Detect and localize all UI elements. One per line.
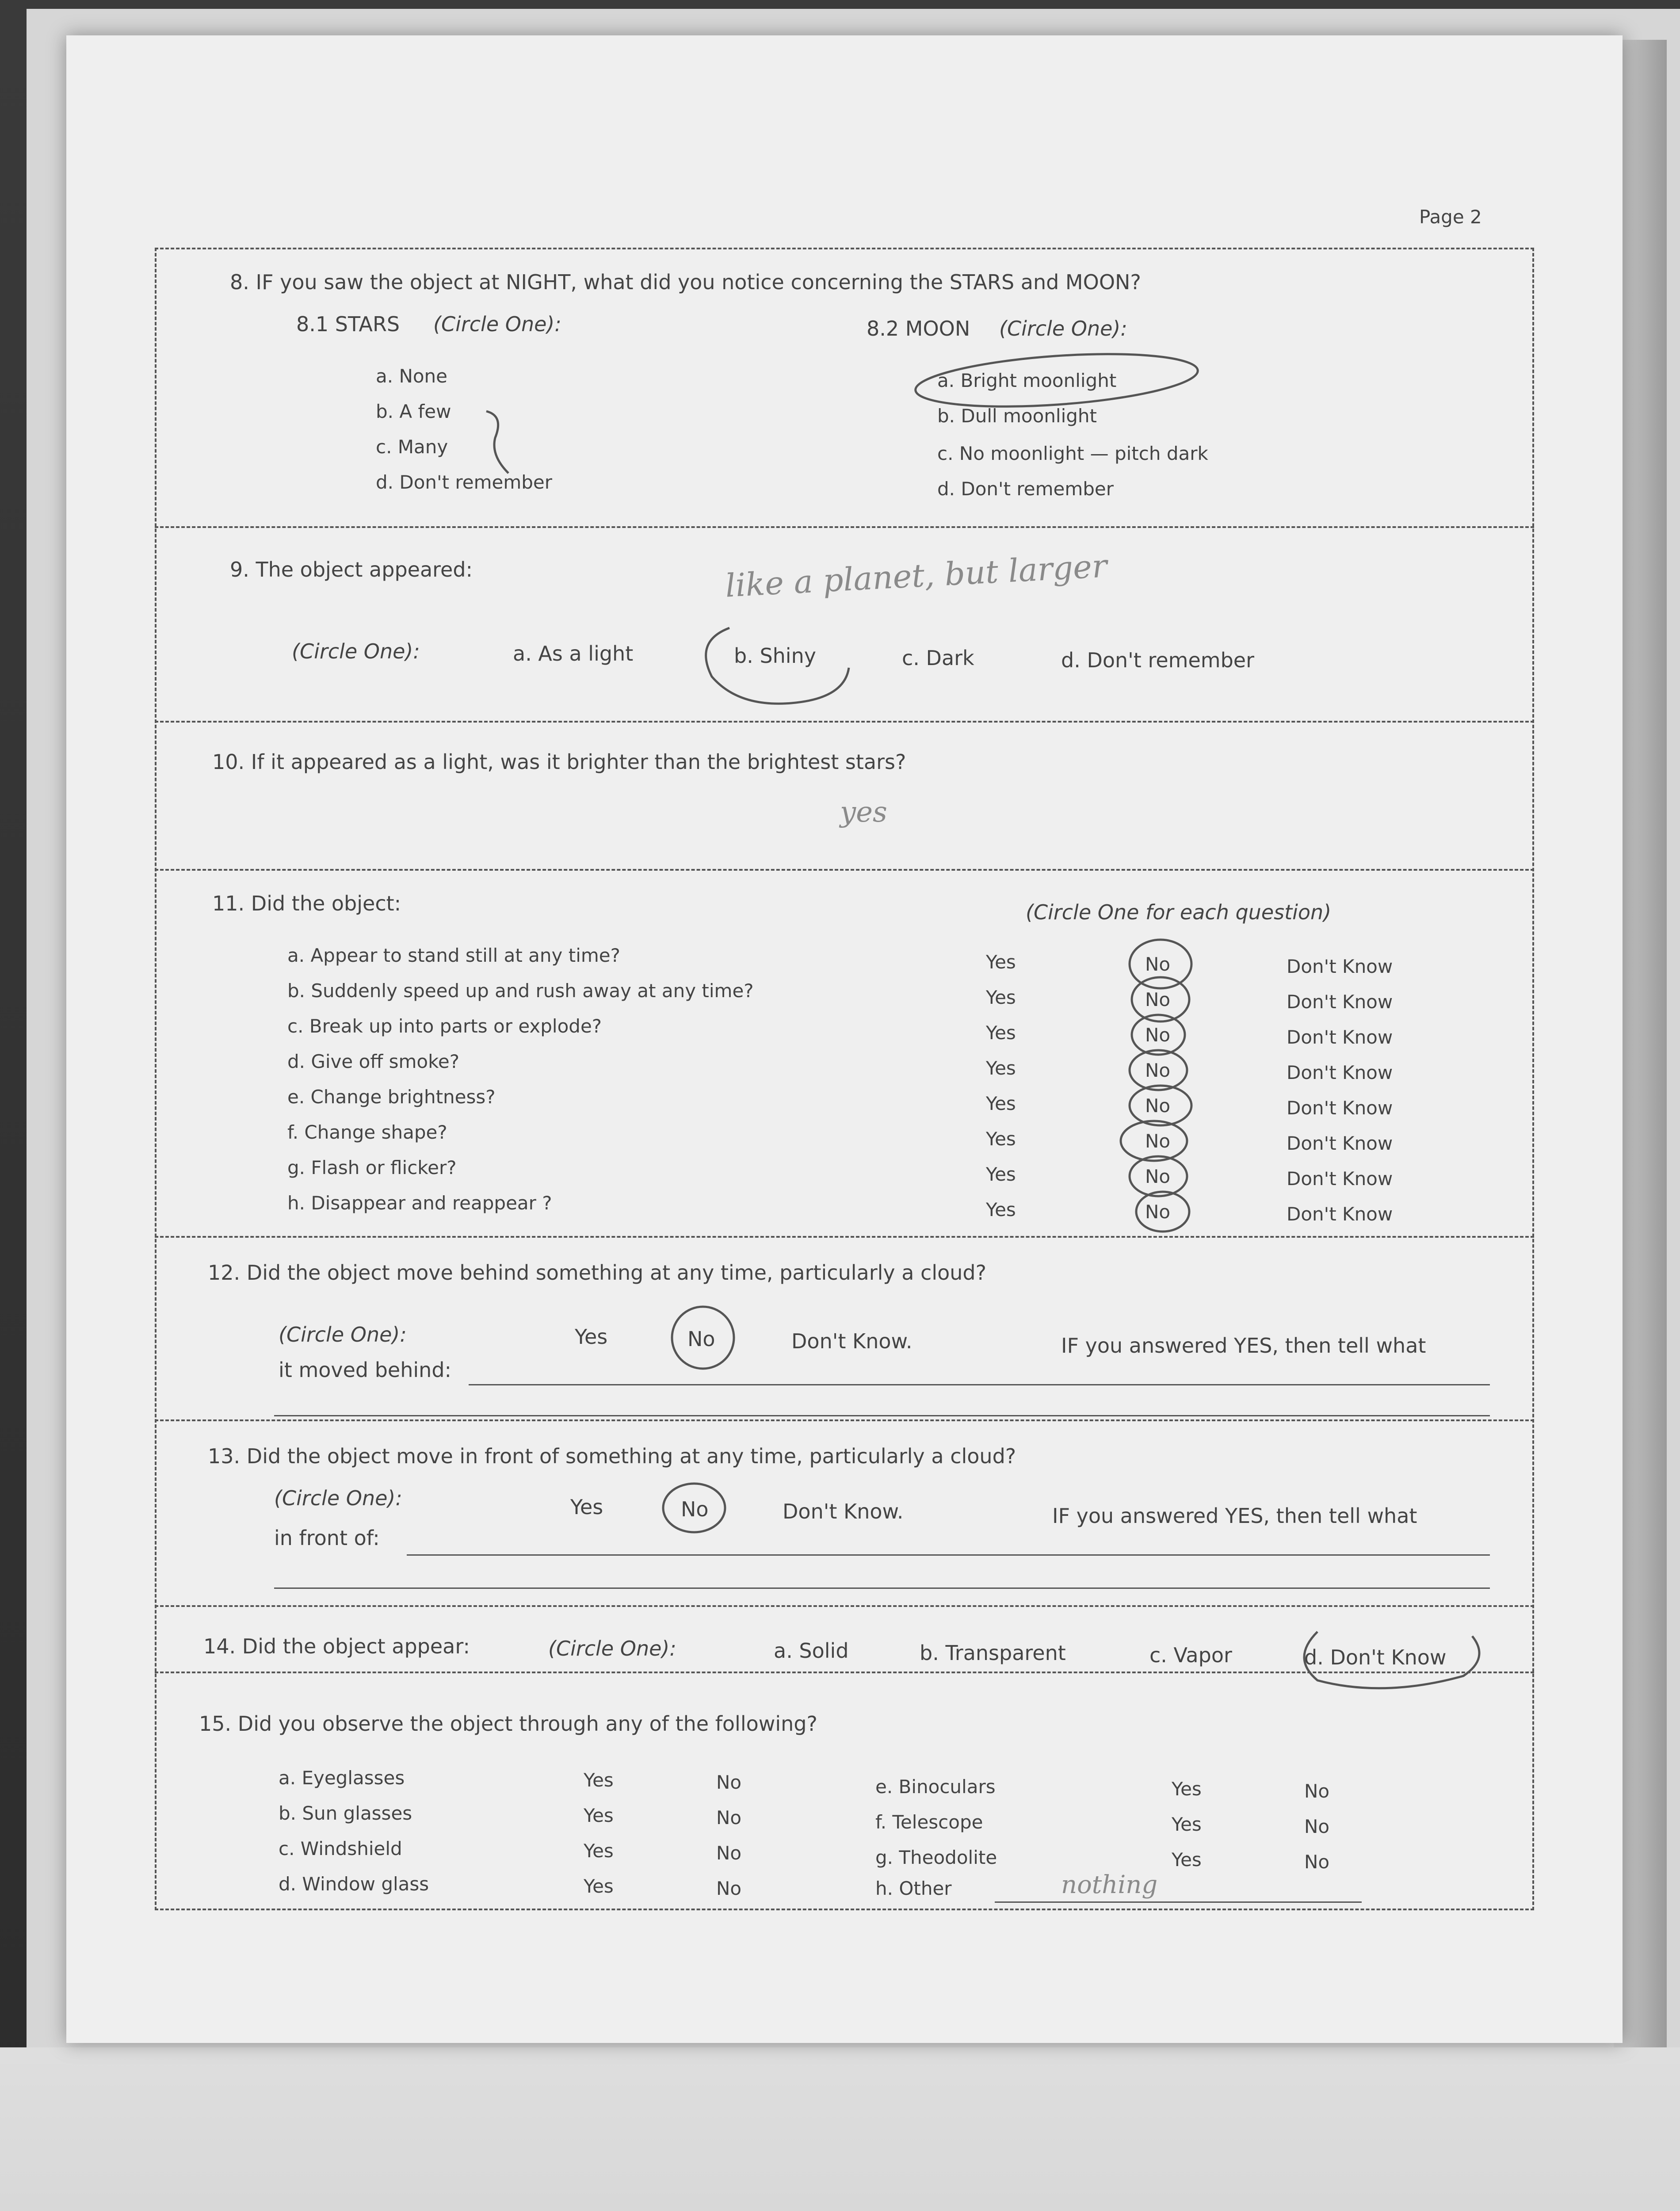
q15-no[interactable]: No	[1304, 1851, 1330, 1873]
q8-stars-option[interactable]: b. A few	[376, 401, 451, 422]
q15-no[interactable]: No	[716, 1807, 742, 1828]
q11-dont-know[interactable]: Don't Know	[1287, 1097, 1393, 1119]
q9-option[interactable]: d. Don't remember	[1061, 648, 1254, 672]
q12-followup-label: it moved behind:	[279, 1358, 452, 1382]
q10-handwritten-answer: yes	[840, 796, 887, 829]
divider-q13	[155, 1419, 1534, 1421]
q8-moon-option[interactable]: c. No moonlight — pitch dark	[937, 443, 1208, 464]
q11-yes[interactable]: Yes	[986, 1022, 1016, 1044]
q15-yes[interactable]: Yes	[1172, 1813, 1202, 1835]
q15-no[interactable]: No	[1304, 1816, 1330, 1837]
q11-item-text: h. Disappear and reappear ?	[287, 1192, 552, 1214]
divider-q10	[155, 721, 1534, 723]
q15-other-line[interactable]	[995, 1901, 1362, 1903]
q12-answer-line-2[interactable]	[274, 1415, 1490, 1416]
q11-no[interactable]: No	[1145, 953, 1171, 975]
q12-no[interactable]: No	[687, 1327, 715, 1351]
divider-q14	[155, 1605, 1534, 1607]
q9-option[interactable]: b. Shiny	[734, 644, 816, 668]
q11-dont-know[interactable]: Don't Know	[1287, 1168, 1393, 1190]
q11-yes[interactable]: Yes	[986, 1057, 1016, 1079]
q15-question: 15. Did you observe the object through any of the following?	[199, 1712, 817, 1736]
q13-followup-label: in front of:	[274, 1526, 380, 1550]
q11-dont-know[interactable]: Don't Know	[1287, 1203, 1393, 1225]
divider-q11	[155, 869, 1534, 871]
q15-yes[interactable]: Yes	[584, 1769, 614, 1791]
q14-option[interactable]: a. Solid	[774, 1639, 849, 1663]
q15-no[interactable]: No	[716, 1771, 742, 1793]
q15-other-label: h. Other	[875, 1878, 952, 1899]
q15-item-text: e. Binoculars	[875, 1776, 996, 1798]
q11-no[interactable]: No	[1145, 1060, 1171, 1081]
q12-dont-know[interactable]: Don't Know.	[791, 1329, 913, 1353]
q13-answer-line-1[interactable]	[407, 1554, 1490, 1556]
q8-moon-option[interactable]: d. Don't remember	[937, 478, 1114, 500]
divider-q9	[155, 526, 1534, 528]
q11-yes[interactable]: Yes	[986, 1163, 1016, 1185]
q11-yes[interactable]: Yes	[986, 1093, 1016, 1114]
q11-dont-know[interactable]: Don't Know	[1287, 1062, 1393, 1083]
q13-instruction: (Circle One):	[274, 1486, 402, 1510]
q8-moon-option[interactable]: a. Bright moonlight	[937, 370, 1117, 391]
q11-dont-know[interactable]: Don't Know	[1287, 1132, 1393, 1154]
q11-item-text: b. Suddenly speed up and rush away at any time?	[287, 980, 754, 1002]
q11-yes[interactable]: Yes	[986, 1128, 1016, 1150]
q15-other-handwritten: nothing	[1061, 1871, 1158, 1899]
q8-moon-option[interactable]: b. Dull moonlight	[937, 405, 1097, 427]
q11-dont-know[interactable]: Don't Know	[1287, 991, 1393, 1013]
q9-question: 9. The object appeared:	[230, 558, 473, 581]
q15-item-text: c. Windshield	[279, 1838, 402, 1859]
q15-yes[interactable]: Yes	[1172, 1778, 1202, 1800]
q8-stars-option[interactable]: c. Many	[376, 436, 448, 458]
q15-yes[interactable]: Yes	[584, 1840, 614, 1862]
q11-yes[interactable]: Yes	[986, 987, 1016, 1008]
q14-option[interactable]: d. Don't Know	[1304, 1645, 1447, 1669]
q12-answer-line-1[interactable]	[469, 1384, 1490, 1385]
q15-item-text: a. Eyeglasses	[279, 1767, 405, 1789]
q11-item-text: c. Break up into parts or explode?	[287, 1015, 602, 1037]
q11-yes[interactable]: Yes	[986, 1199, 1016, 1220]
q8-moon-instruction: (Circle One):	[999, 317, 1127, 340]
q11-item-text: f. Change shape?	[287, 1121, 447, 1143]
q11-dont-know[interactable]: Don't Know	[1287, 956, 1393, 977]
q8-moon-heading: 8.2 MOON	[867, 317, 970, 340]
q8-stars-option[interactable]: d. Don't remember	[376, 471, 552, 493]
q15-no[interactable]: No	[716, 1878, 742, 1899]
q8-stars-heading: 8.1 STARS	[296, 312, 400, 336]
q12-instruction: (Circle One):	[279, 1323, 407, 1346]
q9-option[interactable]: c. Dark	[902, 646, 974, 670]
q12-question: 12. Did the object move behind something at any time, particularly a cloud?	[208, 1261, 987, 1285]
divider-q15	[155, 1672, 1534, 1673]
q15-yes[interactable]: Yes	[584, 1805, 614, 1826]
q14-option[interactable]: b. Transparent	[920, 1641, 1066, 1665]
q14-option[interactable]: c. Vapor	[1149, 1643, 1232, 1667]
q14-question: 14. Did the object appear:	[203, 1634, 470, 1658]
q15-item-text: f. Telescope	[875, 1811, 983, 1833]
q15-no[interactable]: No	[1304, 1780, 1330, 1802]
q13-followup: IF you answered YES, then tell what	[1052, 1504, 1417, 1528]
q11-instruction: (Circle One for each question)	[1026, 900, 1332, 924]
q11-no[interactable]: No	[1145, 1095, 1171, 1117]
q11-item-text: g. Flash or flicker?	[287, 1157, 457, 1178]
q9-instruction: (Circle One):	[292, 639, 420, 663]
q11-question: 11. Did the object:	[212, 891, 401, 915]
q13-dont-know[interactable]: Don't Know.	[783, 1500, 904, 1523]
q8-stars-instruction: (Circle One):	[433, 312, 561, 336]
q11-no[interactable]: No	[1145, 989, 1171, 1010]
q15-no[interactable]: No	[716, 1842, 742, 1864]
q11-no[interactable]: No	[1145, 1166, 1171, 1187]
q9-handwritten-note: like a planet, but larger	[724, 547, 1108, 604]
q11-item-text: a. Appear to stand still at any time?	[287, 945, 620, 966]
q10-question: 10. If it appeared as a light, was it brighter than the brightest stars?	[212, 750, 906, 774]
q11-dont-know[interactable]: Don't Know	[1287, 1026, 1393, 1048]
q8-stars-option[interactable]: a. None	[376, 365, 448, 387]
q11-item-text: d. Give off smoke?	[287, 1051, 460, 1072]
q13-question: 13. Did the object move in front of something at any time, particularly a cloud?	[208, 1444, 1016, 1468]
q11-no[interactable]: No	[1145, 1024, 1171, 1046]
q8-question: 8. IF you saw the object at NIGHT, what did you notice concerning the STARS and MOON?	[230, 270, 1141, 294]
lower-strip	[0, 2047, 1680, 2211]
q15-item-text: d. Window glass	[279, 1873, 429, 1895]
q15-item-text: g. Theodolite	[875, 1847, 997, 1868]
q11-no[interactable]: No	[1145, 1201, 1171, 1223]
q12-followup: IF you answered YES, then tell what	[1061, 1334, 1426, 1358]
q9-option[interactable]: a. As a light	[513, 642, 634, 666]
q11-yes[interactable]: Yes	[986, 951, 1016, 973]
page-number: Page 2	[1419, 206, 1482, 228]
q13-yes[interactable]: Yes	[570, 1495, 603, 1519]
q15-yes[interactable]: Yes	[1172, 1849, 1202, 1871]
q11-no[interactable]: No	[1145, 1130, 1171, 1152]
q11-item-text: e. Change brightness?	[287, 1086, 496, 1108]
q12-yes[interactable]: Yes	[575, 1325, 608, 1349]
q15-yes[interactable]: Yes	[584, 1875, 614, 1897]
q13-no[interactable]: No	[681, 1497, 709, 1521]
q15-item-text: b. Sun glasses	[279, 1802, 412, 1824]
divider-q12	[155, 1236, 1534, 1238]
q14-instruction: (Circle One):	[548, 1637, 676, 1660]
q13-answer-line-2[interactable]	[274, 1587, 1490, 1589]
